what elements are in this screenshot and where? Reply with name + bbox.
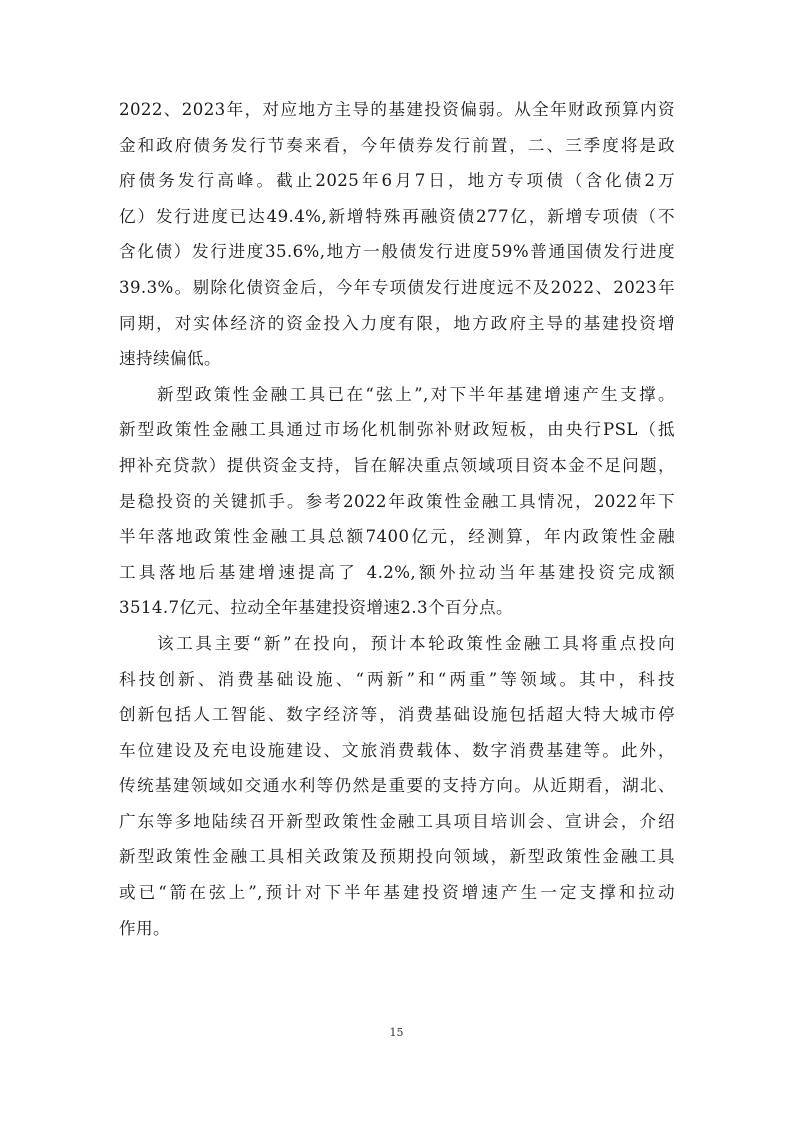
paragraph-1 — [119, 92, 675, 377]
text-line: 金和政府债务发行节奏来看，今年债券发行前置，二、三季度将是政 — [119, 135, 675, 155]
text-line: 2022、2023年，对应地方主导的基建投资偏弱。从全年财政预算内资 — [119, 100, 675, 119]
text-line: 是稳投资的关键抓手。参考2022年政策性金融工具情况，2022年下 — [119, 491, 675, 511]
text-line: 同期，对实体经济的资金投入力度有限，地方政府主导的基建投资增 — [119, 313, 675, 333]
text-line: 新型政策性金融工具通过市场化机制弥补财政短板，由央行PSL（抵 — [119, 420, 675, 440]
text-line: 或已“箭在弦上”,预计对下半年基建投资增速产生一定支撑和拉动 — [119, 883, 675, 903]
paragraph-3 — [119, 626, 675, 946]
text-line: 作用。 — [119, 918, 170, 938]
text-line: 科技创新、消费基础设施、“两新”和“两重”等领域。其中，科技 — [119, 669, 675, 689]
text-line: 府债务发行高峰。截止2025年6月7日，地方专项债（含化债2万 — [119, 171, 675, 191]
text-line: 39.3%。剔除化债资金后，今年专项债发行进度远不及2022、2023年 — [119, 277, 675, 297]
body-text — [119, 92, 675, 946]
text-line: 新型政策性金融工具相关政策及预期投向领域，新型政策性金融工具 — [119, 847, 675, 867]
text-line: 广东等多地陆续召开新型政策性金融工具项目培训会、宣讲会，介绍 — [119, 811, 675, 831]
text-line: 该工具主要“新”在投向，预计本轮政策性金融工具将重点投向 — [157, 633, 675, 653]
text-line: 车位建设及充电设施建设、文旅消费载体、数字消费基建等。此外， — [119, 740, 675, 760]
text-line: 速持续偏低。 — [119, 349, 221, 369]
text-line: 亿）发行进度已达49.4%,新增特殊再融资债277亿，新增专项债（不 — [119, 206, 675, 226]
text-line: 传统基建领域如交通水利等仍然是重要的支持方向。从近期看，湖北、 — [119, 776, 675, 796]
text-line: 工具落地后基建增速提高了 4.2%,额外拉动当年基建投资完成额 — [119, 562, 675, 582]
text-line: 含化债）发行进度35.6%,地方一般债发行进度59%普通国债发行进度 — [119, 242, 675, 262]
text-line: 创新包括人工智能、数字经济等，消费基础设施包括超大特大城市停 — [119, 705, 675, 725]
text-line: 半年落地政策性金融工具总额7400亿元，经测算，年内政策性金融 — [119, 527, 675, 547]
paragraph-2 — [119, 377, 675, 626]
paragraph-heading-line: 新型政策性金融工具已在“弦上”,对下半年基建增速产生支撑。 — [157, 384, 675, 404]
text-line: 押补充贷款）提供资金支持，旨在解决重点领域项目资本金不足问题， — [119, 455, 675, 475]
page-number: 15 — [389, 1026, 404, 1039]
text-line: 3514.7亿元、拉动全年基建投资增速2.3个百分点。 — [119, 598, 513, 618]
